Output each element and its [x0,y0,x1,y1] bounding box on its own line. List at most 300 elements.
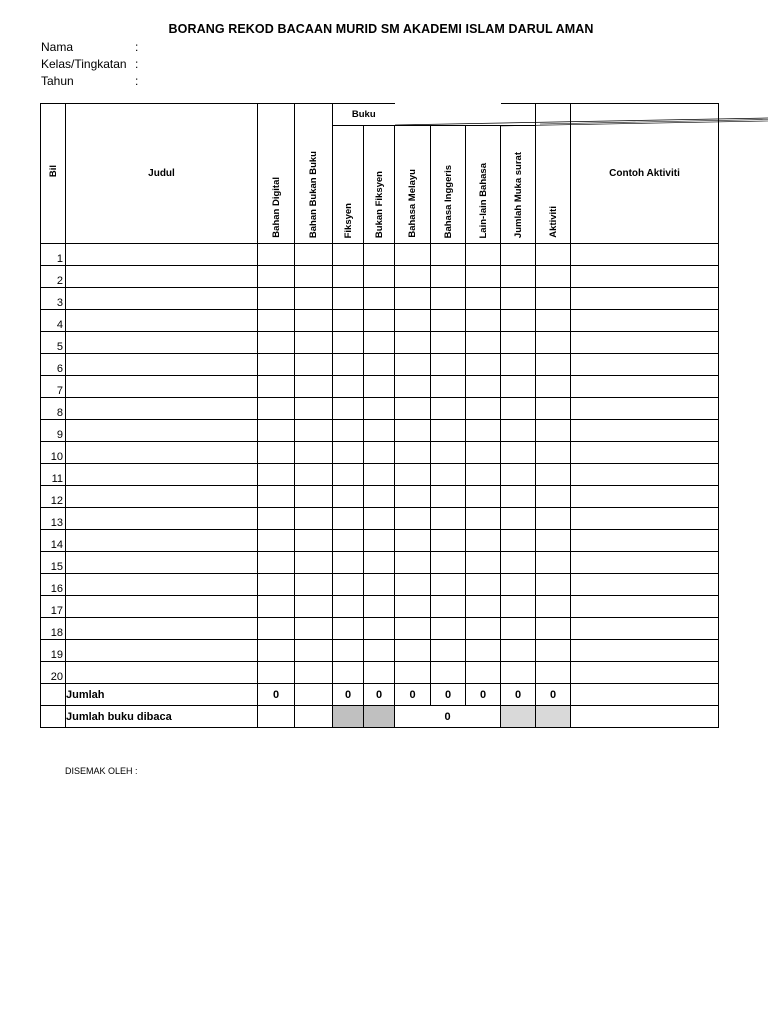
aktiviti-cell[interactable] [536,376,571,398]
jumlah-muka-surat-cell[interactable] [501,508,536,530]
bahan-digital-cell[interactable] [258,376,295,398]
bahan-bukan-buku-cell[interactable] [295,640,333,662]
aktiviti-cell[interactable] [536,266,571,288]
bahan-bukan-buku-cell[interactable] [295,596,333,618]
bahasa-melayu-cell[interactable] [395,376,431,398]
bahasa-inggeris-cell[interactable] [431,530,466,552]
table-row [41,244,719,266]
disemak-oleh-label: DISEMAK OLEH : [65,766,138,776]
lain-lain-bahasa-cell[interactable] [466,288,501,310]
judul-cell[interactable] [66,398,258,420]
bukan-fiksyen-cell[interactable] [364,574,395,596]
bahasa-melayu-cell[interactable] [395,662,431,684]
contoh-aktiviti-cell[interactable] [571,420,719,442]
jumlah-muka-surat-cell[interactable] [501,244,536,266]
contoh-aktiviti-cell[interactable] [571,508,719,530]
bahan-digital-cell[interactable] [258,574,295,596]
judul-cell[interactable] [66,244,258,266]
jumlah-bil-cell [41,684,66,706]
bahasa-melayu-cell[interactable] [395,464,431,486]
bahan-bukan-buku-cell[interactable] [295,662,333,684]
jumlah-row [41,684,719,706]
table-row [41,442,719,464]
dibaca-bahan-bukan-buku [295,706,333,728]
jumlah-muka-surat-cell[interactable] [501,354,536,376]
lain-lain-bahasa-cell[interactable] [466,442,501,464]
bukan-fiksyen-cell[interactable] [364,398,395,420]
jumlah-muka-surat-cell[interactable] [501,464,536,486]
bahasa-inggeris-cell[interactable] [431,288,466,310]
bahan-bukan-buku-cell[interactable] [295,552,333,574]
bahan-bukan-buku-cell[interactable] [295,508,333,530]
jumlah-lain-lain-bahasa: 0 [466,684,501,706]
jumlah-muka-surat-cell[interactable] [501,574,536,596]
table-row [41,574,719,596]
bahasa-inggeris-cell[interactable] [431,398,466,420]
contoh-aktiviti-cell[interactable] [571,398,719,420]
contoh-aktiviti-cell[interactable] [571,552,719,574]
dibaca-aktiviti-shaded [536,706,571,728]
aktiviti-cell[interactable] [536,618,571,640]
bahasa-inggeris-cell[interactable] [431,508,466,530]
table-row [41,420,719,442]
lain-lain-bahasa-cell[interactable] [466,398,501,420]
jumlah-muka-surat-cell[interactable] [501,486,536,508]
jumlah-contoh-aktiviti[interactable] [571,684,719,706]
table-row [41,552,719,574]
bahan-bukan-buku-cell[interactable] [295,464,333,486]
bahan-digital-cell[interactable] [258,266,295,288]
table-row [41,486,719,508]
bahan-bukan-buku-cell[interactable] [295,376,333,398]
bahasa-inggeris-cell[interactable] [431,464,466,486]
bahasa-inggeris-cell[interactable] [431,332,466,354]
field-separator: : [135,40,139,54]
jumlah-aktiviti: 0 [536,684,571,706]
aktiviti-cell[interactable] [536,398,571,420]
table-row [41,662,719,684]
jumlah-muka-surat-cell[interactable] [501,530,536,552]
row-number: 6 [41,354,66,376]
fiksyen-cell[interactable] [333,508,364,530]
contoh-aktiviti-cell[interactable] [571,530,719,552]
bahan-digital-cell[interactable] [258,486,295,508]
bukan-fiksyen-cell[interactable] [364,288,395,310]
bahan-digital-cell[interactable] [258,530,295,552]
bahasa-inggeris-cell[interactable] [431,574,466,596]
aktiviti-cell[interactable] [536,552,571,574]
fiksyen-cell[interactable] [333,442,364,464]
lain-lain-bahasa-cell[interactable] [466,662,501,684]
bahan-digital-cell[interactable] [258,618,295,640]
field-separator: : [135,57,139,71]
bahan-digital-cell[interactable] [258,398,295,420]
jumlah-muka-surat-cell[interactable] [501,618,536,640]
bahan-digital-cell[interactable] [258,596,295,618]
contoh-aktiviti-cell[interactable] [571,244,719,266]
bahasa-melayu-cell[interactable] [395,640,431,662]
table-row [41,618,719,640]
field-label: Tahun [41,74,74,88]
row-number: 16 [41,574,66,596]
bukan-fiksyen-cell[interactable] [364,464,395,486]
bahasa-inggeris-cell[interactable] [431,376,466,398]
bukan-fiksyen-cell[interactable] [364,508,395,530]
bahasa-melayu-cell[interactable] [395,508,431,530]
jumlah-muka-surat-cell[interactable] [501,288,536,310]
judul-cell[interactable] [66,354,258,376]
header-buku: Buku [333,104,395,126]
fiksyen-cell[interactable] [333,332,364,354]
row-number: 18 [41,618,66,640]
bahan-digital-cell[interactable] [258,244,295,266]
lain-lain-bahasa-cell[interactable] [466,530,501,552]
header-bukan-fiksyen: Bukan Fiksyen [364,126,395,244]
bahan-bukan-buku-cell[interactable] [295,442,333,464]
jumlah-fiksyen: 0 [333,684,364,706]
table-row [41,640,719,662]
lain-lain-bahasa-cell[interactable] [466,354,501,376]
field-label: Nama [41,40,74,54]
jumlah-bahan-digital: 0 [258,684,295,706]
bukan-fiksyen-cell[interactable] [364,376,395,398]
field-kelas-tingkatan [41,57,138,71]
contoh-aktiviti-cell[interactable] [571,640,719,662]
contoh-aktiviti-cell[interactable] [571,662,719,684]
row-number: 17 [41,596,66,618]
row-number: 2 [41,266,66,288]
lain-lain-bahasa-cell[interactable] [466,552,501,574]
bahasa-melayu-cell[interactable] [395,530,431,552]
bahasa-inggeris-cell[interactable] [431,354,466,376]
bukan-fiksyen-cell[interactable] [364,332,395,354]
bahan-bukan-buku-cell[interactable] [295,354,333,376]
contoh-aktiviti-cell[interactable] [571,288,719,310]
jumlah-muka-surat-cell[interactable] [501,596,536,618]
dibaca-bukan-fiksyen-shaded [364,706,395,728]
lain-lain-bahasa-cell[interactable] [466,310,501,332]
judul-cell[interactable] [66,618,258,640]
aktiviti-cell[interactable] [536,442,571,464]
bahasa-inggeris-cell[interactable] [431,244,466,266]
table-body [41,244,719,684]
contoh-aktiviti-cell[interactable] [571,574,719,596]
contoh-aktiviti-cell[interactable] [571,266,719,288]
bahasa-inggeris-cell[interactable] [431,420,466,442]
contoh-aktiviti-cell[interactable] [571,310,719,332]
bahasa-melayu-cell[interactable] [395,310,431,332]
fiksyen-cell[interactable] [333,552,364,574]
jumlah-muka-surat-cell[interactable] [501,640,536,662]
bahan-bukan-buku-cell[interactable] [295,288,333,310]
bahan-bukan-buku-cell[interactable] [295,310,333,332]
judul-cell[interactable] [66,266,258,288]
contoh-aktiviti-cell[interactable] [571,442,719,464]
aktiviti-cell[interactable] [536,486,571,508]
lain-lain-bahasa-cell[interactable] [466,376,501,398]
row-number: 20 [41,662,66,684]
fiksyen-cell[interactable] [333,266,364,288]
row-number: 13 [41,508,66,530]
bahan-digital-cell[interactable] [258,332,295,354]
bahan-digital-cell[interactable] [258,640,295,662]
judul-cell[interactable] [66,486,258,508]
bahasa-inggeris-cell[interactable] [431,266,466,288]
table-row [41,508,719,530]
field-separator: : [135,74,139,88]
jumlah-buku-dibaca-label: Jumlah buku dibaca [66,706,258,728]
fiksyen-cell[interactable] [333,640,364,662]
aktiviti-cell[interactable] [536,508,571,530]
fiksyen-cell[interactable] [333,530,364,552]
bahasa-inggeris-cell[interactable] [431,552,466,574]
bahan-digital-cell[interactable] [258,420,295,442]
dibaca-bahan-digital [258,706,295,728]
judul-cell[interactable] [66,640,258,662]
bahasa-melayu-cell[interactable] [395,574,431,596]
aktiviti-cell[interactable] [536,420,571,442]
row-number: 12 [41,486,66,508]
judul-cell[interactable] [66,332,258,354]
row-number: 7 [41,376,66,398]
row-number: 15 [41,552,66,574]
jumlah-muka-surat-cell[interactable] [501,662,536,684]
fiksyen-cell[interactable] [333,244,364,266]
row-number: 5 [41,332,66,354]
header-bahasa-inggeris: Bahasa Inggeris [431,126,466,244]
bahan-digital-cell[interactable] [258,552,295,574]
jumlah-muka-surat-cell[interactable] [501,398,536,420]
fiksyen-cell[interactable] [333,618,364,640]
bahan-bukan-buku-cell[interactable] [295,530,333,552]
bahasa-inggeris-cell[interactable] [431,596,466,618]
jumlah-label: Jumlah [66,684,258,706]
judul-cell[interactable] [66,288,258,310]
bahasa-melayu-cell[interactable] [395,332,431,354]
jumlah-muka-surat-cell[interactable] [501,332,536,354]
judul-cell[interactable] [66,552,258,574]
fiksyen-cell[interactable] [333,354,364,376]
bukan-fiksyen-cell[interactable] [364,640,395,662]
bahasa-inggeris-cell[interactable] [431,662,466,684]
bukan-fiksyen-cell[interactable] [364,486,395,508]
fiksyen-cell[interactable] [333,376,364,398]
jumlah-muka-surat-cell[interactable] [501,376,536,398]
header-bahan-digital: Bahan Digital [258,104,295,244]
jumlah-buku-dibaca-row [41,706,719,728]
contoh-aktiviti-cell[interactable] [571,464,719,486]
aktiviti-cell[interactable] [536,354,571,376]
bahasa-inggeris-cell[interactable] [431,442,466,464]
jumlah-muka-surat-cell[interactable] [501,310,536,332]
lain-lain-bahasa-cell[interactable] [466,640,501,662]
jumlah-bahasa-melayu: 0 [395,684,431,706]
fiksyen-cell[interactable] [333,486,364,508]
contoh-aktiviti-cell[interactable] [571,332,719,354]
header-blank [501,104,536,126]
judul-cell[interactable] [66,376,258,398]
field-nama [41,40,138,54]
lain-lain-bahasa-cell[interactable] [466,266,501,288]
header-bil: Bil [41,104,66,244]
lain-lain-bahasa-cell[interactable] [466,618,501,640]
field-tahun [41,74,138,88]
judul-cell[interactable] [66,420,258,442]
dibaca-contoh-aktiviti [571,706,719,728]
bahasa-melayu-cell[interactable] [395,288,431,310]
lain-lain-bahasa-cell[interactable] [466,574,501,596]
row-number: 11 [41,464,66,486]
aktiviti-cell[interactable] [536,288,571,310]
bahan-bukan-buku-cell[interactable] [295,420,333,442]
header-contoh-aktiviti: Contoh Aktiviti [571,104,719,244]
header-bahasa-melayu: Bahasa Melayu [395,126,431,244]
fiksyen-cell[interactable] [333,662,364,684]
bahan-digital-cell[interactable] [258,354,295,376]
aktiviti-cell[interactable] [536,662,571,684]
header-jumlah-muka-surat: Jumlah Muka surat [501,126,536,244]
bahan-bukan-buku-cell[interactable] [295,244,333,266]
jumlah-bahasa-inggeris: 0 [431,684,466,706]
bahasa-melayu-cell[interactable] [395,420,431,442]
bukan-fiksyen-cell[interactable] [364,266,395,288]
bukan-fiksyen-cell[interactable] [364,552,395,574]
table-row [41,288,719,310]
form-title: BORANG REKOD BACAAN MURID SM AKADEMI ISLAM DARUL AMAN [168,22,594,36]
bahan-bukan-buku-cell[interactable] [295,266,333,288]
header-judul: Judul [66,104,258,244]
judul-cell[interactable] [66,508,258,530]
header-fiksyen: Fiksyen [333,126,364,244]
contoh-aktiviti-cell[interactable] [571,596,719,618]
bahan-digital-cell[interactable] [258,508,295,530]
fiksyen-cell[interactable] [333,574,364,596]
contoh-aktiviti-cell[interactable] [571,354,719,376]
aktiviti-cell[interactable] [536,640,571,662]
bahan-bukan-buku-cell[interactable] [295,618,333,640]
table-row [41,596,719,618]
bukan-fiksyen-cell[interactable] [364,596,395,618]
bahasa-inggeris-cell[interactable] [431,618,466,640]
bukan-fiksyen-cell[interactable] [364,354,395,376]
aktiviti-cell[interactable] [536,530,571,552]
row-number: 10 [41,442,66,464]
bukan-fiksyen-cell[interactable] [364,310,395,332]
aktiviti-cell[interactable] [536,464,571,486]
bahasa-melayu-cell[interactable] [395,596,431,618]
bukan-fiksyen-cell[interactable] [364,618,395,640]
lain-lain-bahasa-cell[interactable] [466,420,501,442]
fiksyen-cell[interactable] [333,288,364,310]
jumlah-muka-surat-cell[interactable] [501,552,536,574]
bahan-bukan-buku-cell[interactable] [295,332,333,354]
lain-lain-bahasa-cell[interactable] [466,596,501,618]
row-number: 3 [41,288,66,310]
fiksyen-cell[interactable] [333,310,364,332]
table-row [41,332,719,354]
lain-lain-bahasa-cell[interactable] [466,332,501,354]
bahasa-melayu-cell[interactable] [395,486,431,508]
jumlah-muka-surat-cell[interactable] [501,442,536,464]
judul-cell[interactable] [66,464,258,486]
fiksyen-cell[interactable] [333,420,364,442]
bukan-fiksyen-cell[interactable] [364,244,395,266]
bahan-digital-cell[interactable] [258,464,295,486]
judul-cell[interactable] [66,310,258,332]
fiksyen-cell[interactable] [333,464,364,486]
bukan-fiksyen-cell[interactable] [364,442,395,464]
bahasa-melayu-cell[interactable] [395,442,431,464]
lain-lain-bahasa-cell[interactable] [466,244,501,266]
contoh-aktiviti-cell[interactable] [571,486,719,508]
bahasa-melayu-cell[interactable] [395,244,431,266]
judul-cell[interactable] [66,596,258,618]
bahasa-melayu-cell[interactable] [395,398,431,420]
row-number: 8 [41,398,66,420]
fiksyen-cell[interactable] [333,596,364,618]
bahan-digital-cell[interactable] [258,288,295,310]
header-aktiviti: Aktiviti [536,104,571,244]
aktiviti-cell[interactable] [536,574,571,596]
aktiviti-cell[interactable] [536,310,571,332]
lain-lain-bahasa-cell[interactable] [466,508,501,530]
bahasa-melayu-cell[interactable] [395,266,431,288]
table-row [41,398,719,420]
table-row [41,376,719,398]
bukan-fiksyen-cell[interactable] [364,420,395,442]
row-number: 19 [41,640,66,662]
bahan-bukan-buku-cell[interactable] [295,574,333,596]
table-row [41,310,719,332]
jumlah-bukan-fiksyen: 0 [364,684,395,706]
fiksyen-cell[interactable] [333,398,364,420]
jumlah-muka-surat-cell[interactable] [501,420,536,442]
contoh-aktiviti-cell[interactable] [571,618,719,640]
jumlah-muka-surat-cell[interactable] [501,266,536,288]
lain-lain-bahasa-cell[interactable] [466,464,501,486]
bukan-fiksyen-cell[interactable] [364,530,395,552]
header-lain-lain-bahasa: Lain-lain Bahasa [466,126,501,244]
bahan-bukan-buku-cell[interactable] [295,486,333,508]
bukan-fiksyen-cell[interactable] [364,662,395,684]
judul-cell[interactable] [66,442,258,464]
row-number: 9 [41,420,66,442]
bahasa-melayu-cell[interactable] [395,552,431,574]
aktiviti-cell[interactable] [536,244,571,266]
judul-cell[interactable] [66,530,258,552]
contoh-aktiviti-cell[interactable] [571,376,719,398]
aktiviti-cell[interactable] [536,596,571,618]
judul-cell[interactable] [66,662,258,684]
table-row [41,354,719,376]
bahan-digital-cell[interactable] [258,442,295,464]
header-bahan-bukan-buku: Bahan Bukan Buku [295,104,333,244]
bahasa-melayu-cell[interactable] [395,354,431,376]
aktiviti-cell[interactable] [536,332,571,354]
bahasa-inggeris-cell[interactable] [431,640,466,662]
header-buku-continuation [395,104,501,126]
bahan-digital-cell[interactable] [258,310,295,332]
table-row [41,530,719,552]
lain-lain-bahasa-cell[interactable] [466,486,501,508]
bahasa-inggeris-cell[interactable] [431,310,466,332]
bahasa-inggeris-cell[interactable] [431,486,466,508]
bahan-bukan-buku-cell[interactable] [295,398,333,420]
bahasa-melayu-cell[interactable] [395,618,431,640]
reading-record-table [40,103,719,728]
bahan-digital-cell[interactable] [258,662,295,684]
judul-cell[interactable] [66,574,258,596]
